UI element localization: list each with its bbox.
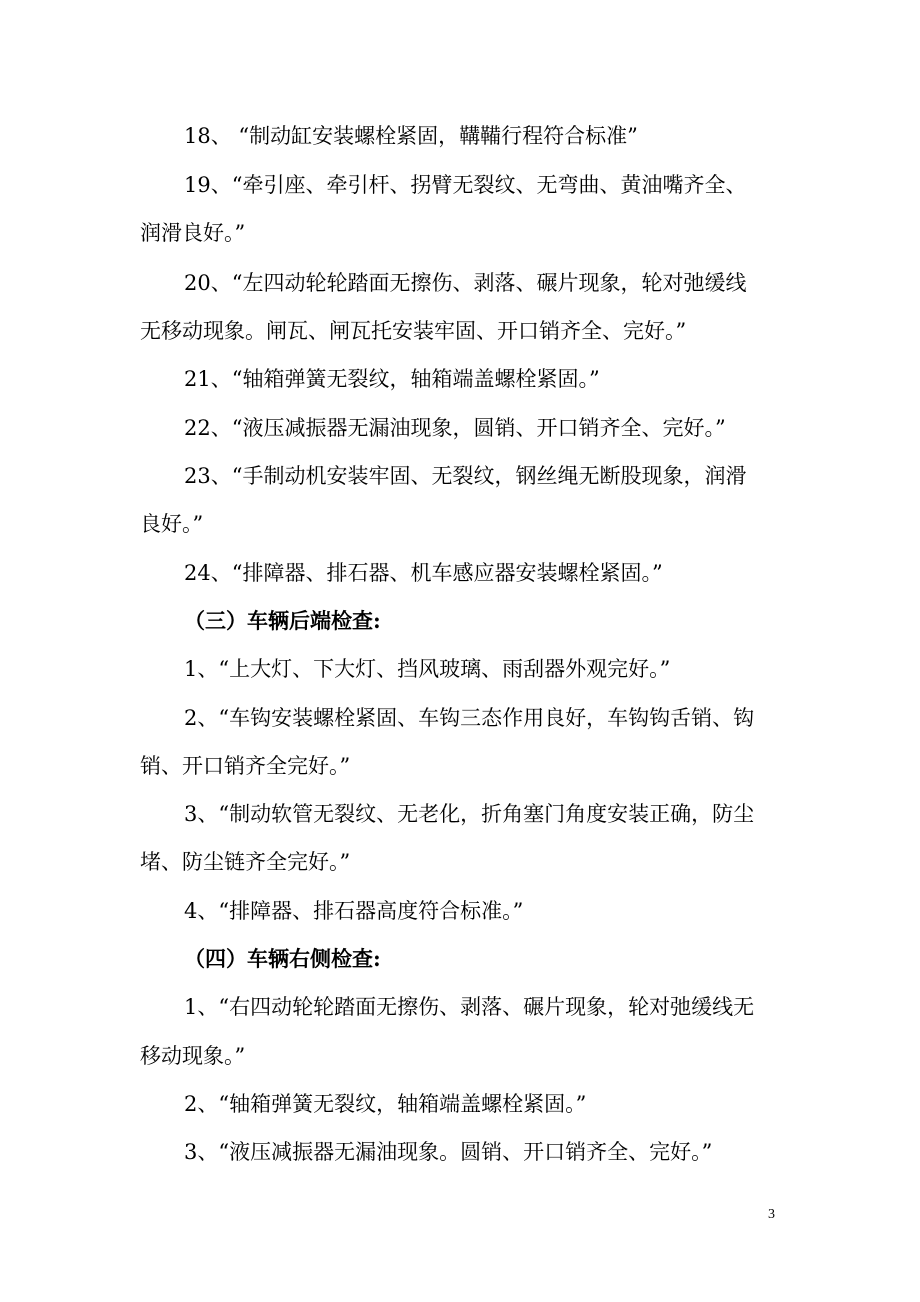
item-24-line: 24、“排障器、排石器、机车感应器安装螺栓紧固。” bbox=[184, 561, 663, 585]
item-23-line: 23、“手制动机安装牢固、无裂纹，钢丝绳无断股现象，润滑 bbox=[184, 464, 747, 488]
rear-item-2-continuation: 销、开口销齐全完好。” bbox=[140, 754, 351, 778]
item-19-continuation: 润滑良好。” bbox=[140, 221, 246, 245]
rear-item-4-line: 4、“排障器、排石器高度符合标准。” bbox=[184, 899, 524, 923]
right-item-1-continuation: 移动现象。” bbox=[140, 1044, 246, 1068]
right-item-3-line: 3、“液压减振器无漏油现象。圆销、开口销齐全、完好。” bbox=[184, 1140, 713, 1164]
item-20-line: 20、“左四动轮轮踏面无擦伤、剥落、碾片现象，轮对弛缓线 bbox=[184, 271, 747, 295]
item-23-continuation: 良好。” bbox=[140, 512, 204, 536]
rear-item-3-line: 3、“制动软管无裂纹、无老化，折角塞门角度安装正确，防尘 bbox=[184, 802, 755, 826]
right-item-1-line: 1、“右四动轮轮踏面无擦伤、剥落、碾片现象，轮对弛缓线无 bbox=[184, 995, 755, 1019]
item-21-line: 21、“轴箱弹簧无裂纹，轴箱端盖螺栓紧固。” bbox=[184, 367, 600, 391]
item-18-line: 18、 “制动缸安装螺栓紧固，鞲鞴行程符合标准” bbox=[184, 124, 638, 148]
rear-item-3-continuation: 堵、防尘链齐全完好。” bbox=[140, 850, 351, 874]
page-number: 3 bbox=[768, 1207, 775, 1222]
rear-item-2-line: 2、“车钩安装螺栓紧固、车钩三态作用良好，车钩钩舌销、钩 bbox=[184, 706, 755, 730]
rear-item-1-line: 1、“上大灯、下大灯、挡风玻璃、雨刮器外观完好。” bbox=[184, 657, 671, 681]
item-19-line: 19、“牵引座、牵引杆、拐臂无裂纹、无弯曲、黄油嘴齐全、 bbox=[184, 173, 747, 197]
item-20-continuation: 无移动现象。闸瓦、闸瓦托安装牢固、开口销齐全、完好。” bbox=[140, 319, 687, 343]
section-3-heading: （三）车辆后端检查: bbox=[184, 608, 381, 633]
section-4-heading: （四）车辆右侧检查: bbox=[184, 946, 381, 971]
right-item-2-line: 2、“轴箱弹簧无裂纹，轴箱端盖螺栓紧固。” bbox=[184, 1092, 587, 1116]
item-22-line: 22、“液压减振器无漏油现象，圆销、开口销齐全、完好。” bbox=[184, 416, 726, 440]
